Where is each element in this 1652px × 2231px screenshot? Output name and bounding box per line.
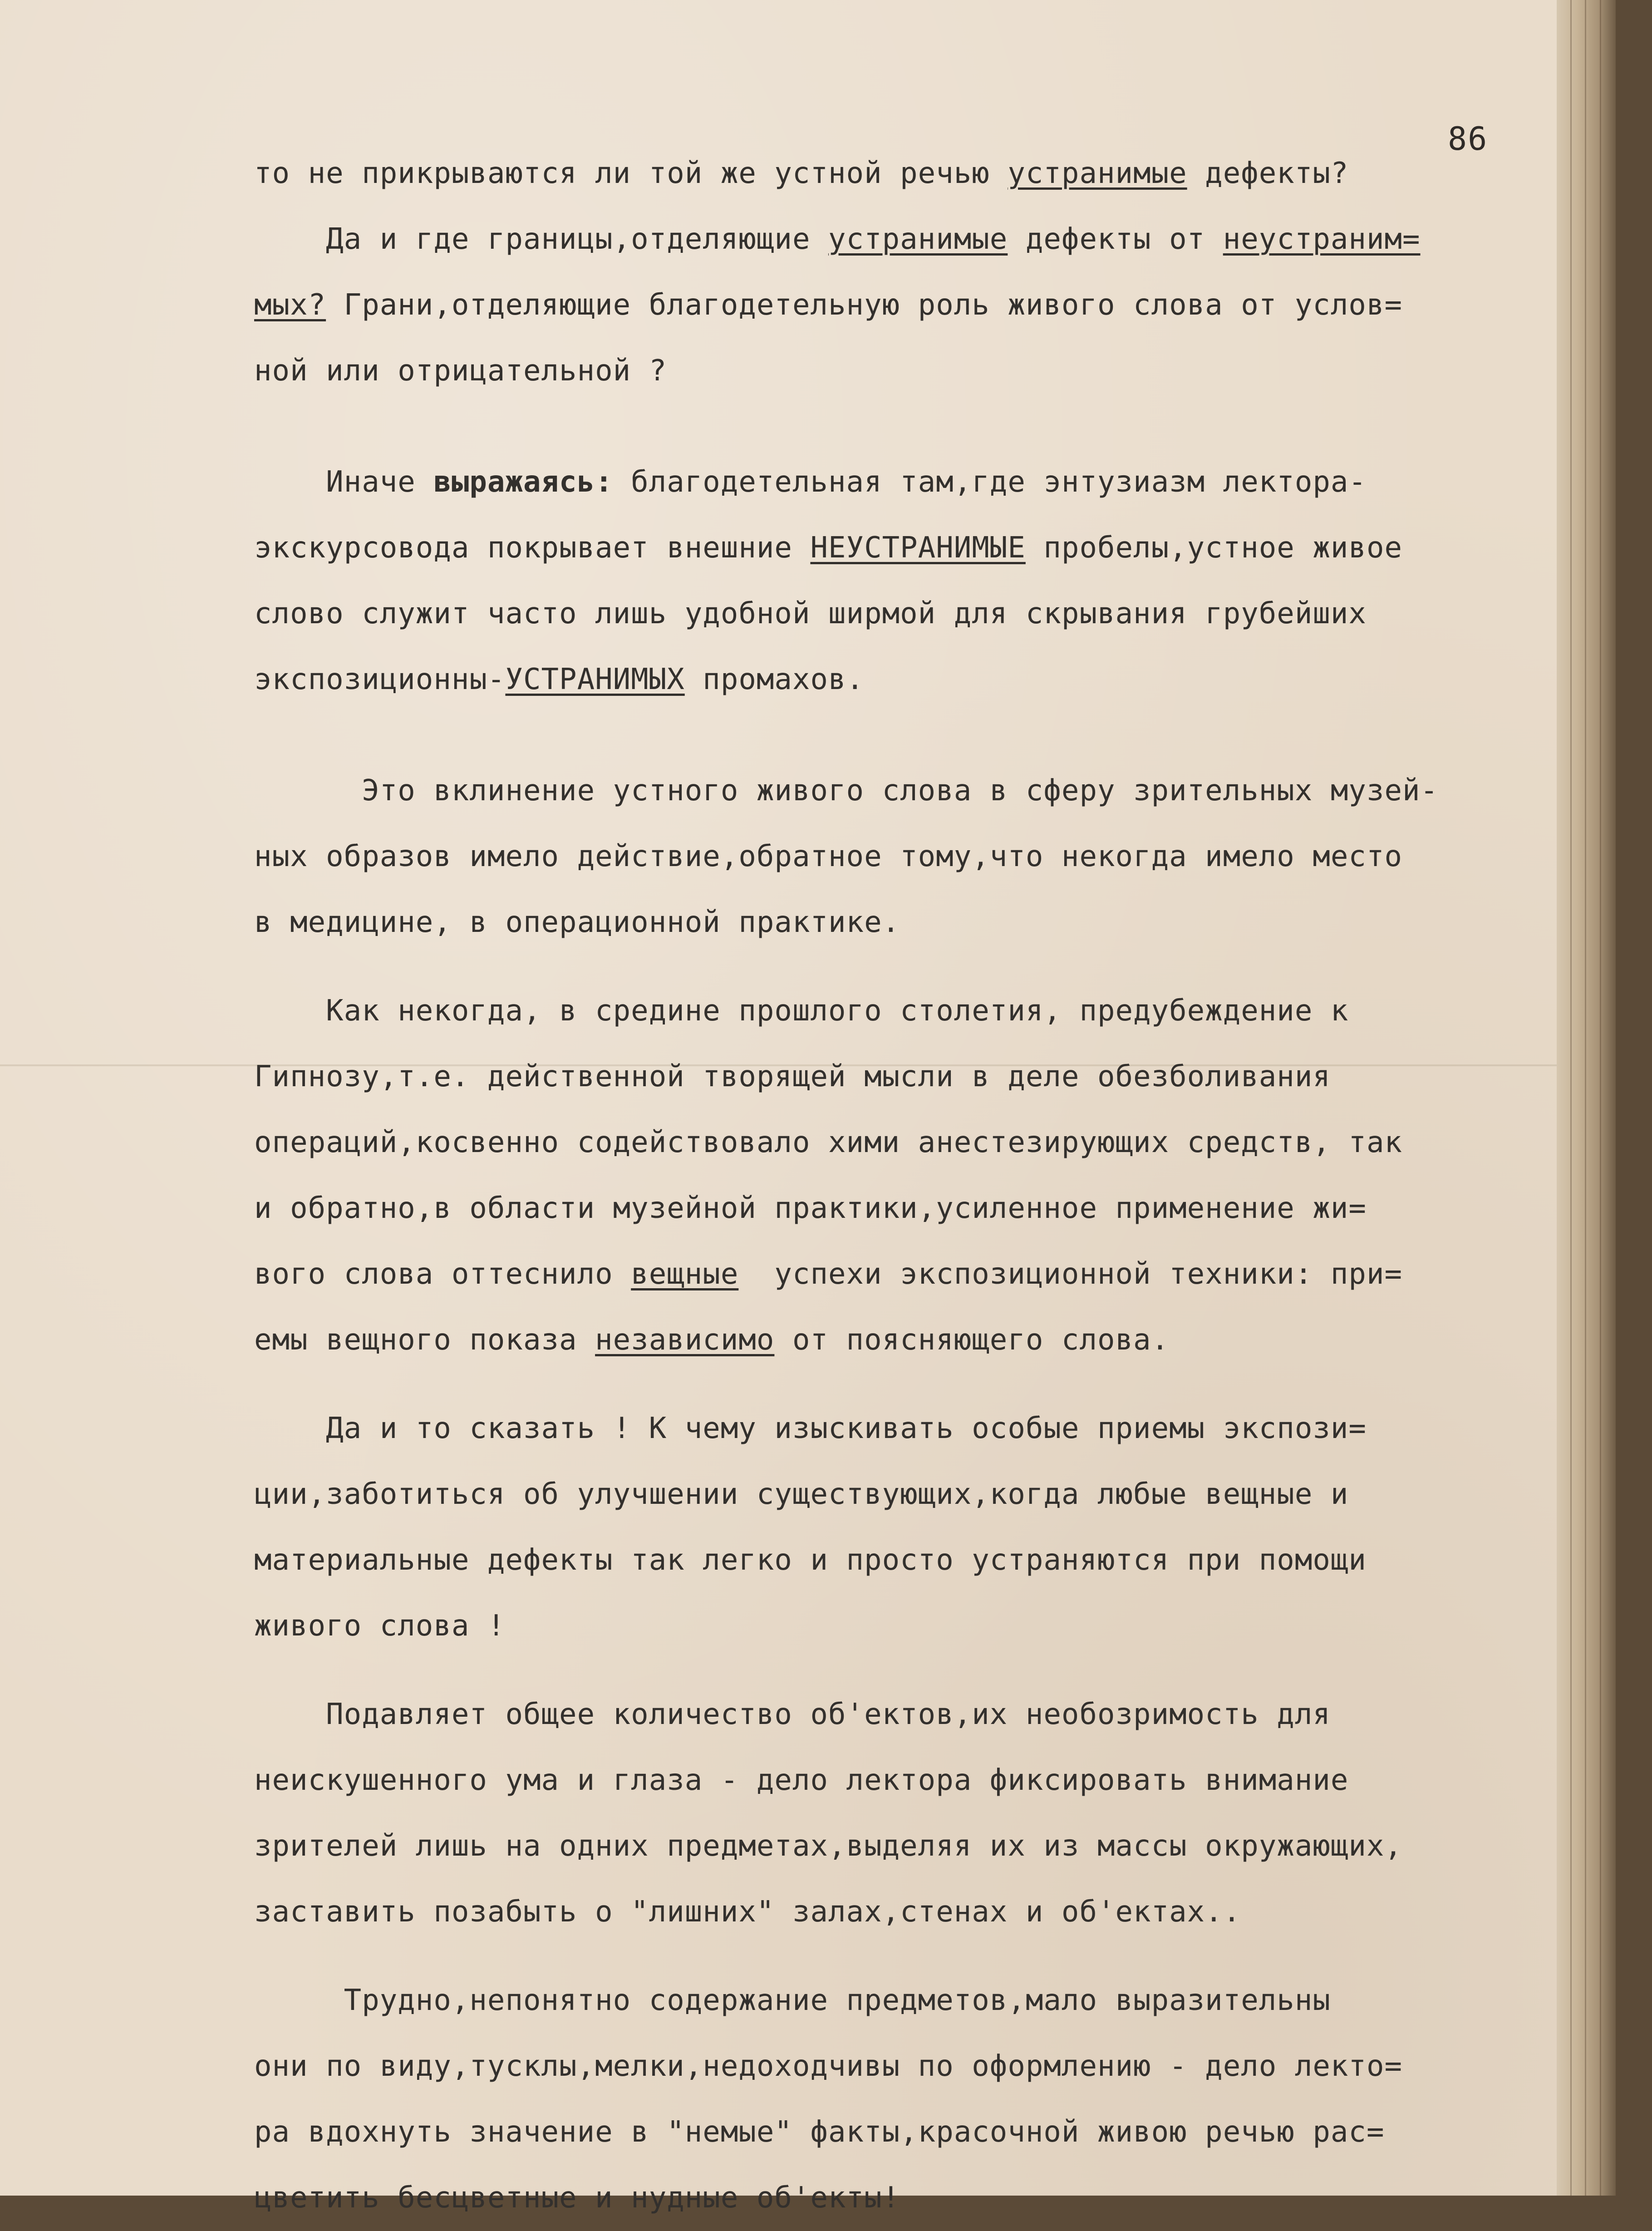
text-line (254, 207, 1548, 272)
text-line (254, 1396, 1548, 1462)
text-span: ных образов имело действие,обратное тому,что некогда имело место (254, 840, 1402, 873)
paragraph-gap (254, 955, 1548, 978)
text-line (254, 272, 1548, 338)
text-line (254, 1527, 1548, 1593)
text-span: живого слова ! (254, 1609, 506, 1643)
underlined-word: независимо (595, 1323, 775, 1357)
text-span: материальные дефекты так легко и просто устраняются при помощи (254, 1543, 1367, 1577)
text-span: экспозиционны- (254, 663, 506, 696)
text-span: цветить бесцветные и нудные об'екты! (254, 2181, 900, 2215)
text-span: Это вклинение устного живого слова в сферу зрительных музей- (254, 774, 1439, 808)
text-line (254, 1593, 1548, 1659)
text-line (254, 1748, 1548, 1813)
text-line (254, 1307, 1548, 1373)
text-span: Иначе (254, 465, 434, 499)
text-span: промахов. (684, 663, 865, 696)
text-span: благодетельная там,где энтузиазм лектора- (613, 465, 1367, 499)
text-span: зрителей лишь на одних предметах,выделяя их из массы окружающих, (254, 1829, 1402, 1863)
page-number: 86 (1448, 120, 1488, 158)
stacked-page-edges (1557, 0, 1616, 2196)
text-span: дефекты от (1008, 222, 1223, 256)
text-line (254, 1462, 1548, 1527)
text-span: то не прикрываются ли той же устной речью (254, 157, 1008, 190)
text-span: Да и то сказать ! К чему изыскивать особые приемы экспози= (254, 1412, 1367, 1445)
text-line (254, 2099, 1548, 2165)
text-line (254, 2034, 1548, 2099)
text-span: заставить позабыть о "лишних" залах,стенах и об'ектах.. (254, 1895, 1241, 1929)
text-span: операций,косвенно содействовало хими анестезирующих средств, так (254, 1126, 1402, 1159)
text-line (254, 338, 1548, 404)
text-span: Грани,отделяющие благодетельную роль живого слова от услов= (326, 288, 1402, 322)
typewritten-body (254, 141, 1548, 2231)
underlined-word: устранимые (828, 222, 1008, 256)
text-span: дефекты? (1187, 157, 1349, 190)
underlined-word: УСТРАНИМЫХ (505, 663, 685, 696)
text-line (254, 978, 1548, 1044)
underlined-word: устранимые (1008, 157, 1187, 190)
text-span: экскурсовода покрывает внешние (254, 531, 811, 565)
text-span: вого слова оттеснило (254, 1257, 631, 1291)
text-line (254, 1813, 1548, 1879)
text-span: они по виду,тусклы,мелки,недоходчивы по оформлению - дело лекто= (254, 2049, 1402, 2083)
text-line (254, 2165, 1548, 2231)
underlined-word: НЕУСТРАНИМЫЕ (810, 531, 1026, 565)
text-line (254, 1110, 1548, 1176)
paragraph-gap (254, 713, 1548, 758)
text-line (254, 449, 1548, 515)
text-line (254, 758, 1548, 824)
text-span: в медицине, в операционной практике. (254, 906, 900, 939)
overtyped-word: выражаясь: (433, 465, 613, 499)
text-line (254, 1968, 1548, 2034)
page-edge-line (1600, 0, 1601, 2196)
page-edge-line (1570, 0, 1572, 2196)
text-line (254, 581, 1548, 647)
paragraph-gap (254, 1945, 1548, 1968)
text-span: ной или отрицательной ? (254, 354, 667, 388)
text-span: пробелы,устное живое (1025, 531, 1402, 565)
text-line (254, 141, 1548, 207)
page-edge-line (1585, 0, 1586, 2196)
underlined-word: вещные (631, 1257, 739, 1291)
text-span: ра вдохнуть значение в "немые" факты,красочной живою речью рас= (254, 2115, 1385, 2149)
text-line (254, 1879, 1548, 1945)
text-line (254, 1241, 1548, 1307)
underlined-word: неустраним= (1223, 222, 1421, 256)
text-line (254, 824, 1548, 890)
text-span: Трудно,непонятно содержание предметов,мало выразительны (254, 1984, 1331, 2017)
text-span: ции,заботиться об улучшении существующих,когда любые вещные и (254, 1477, 1349, 1511)
text-line (254, 890, 1548, 955)
text-line (254, 515, 1548, 581)
paragraph-gap (254, 1659, 1548, 1682)
underlined-word: мых? (254, 288, 326, 322)
text-line (254, 647, 1548, 713)
paragraph-gap (254, 404, 1548, 449)
text-span: Да и где границы,отделяющие (254, 222, 828, 256)
paragraph-gap (254, 1373, 1548, 1396)
text-span: Как некогда, в средине прошлого столетия, предубеждение к (254, 994, 1349, 1028)
text-span: емы вещного показа (254, 1323, 595, 1357)
text-line (254, 1044, 1548, 1110)
text-span: Гипнозу,т.е. действенной творящей мысли в деле обезболивания (254, 1060, 1331, 1093)
text-span: слово служит часто лишь удобной ширмой для скрывания грубейших (254, 597, 1367, 630)
text-span: Подавляет общее количество об'ектов,их необозримость для (254, 1698, 1331, 1731)
text-line (254, 1682, 1548, 1748)
text-span: успехи экспозиционной техники: при= (738, 1257, 1402, 1291)
text-span: и обратно,в области музейной практики,усиленное применение жи= (254, 1192, 1367, 1225)
text-span: неискушенного ума и глаза - дело лектора фиксировать внимание (254, 1763, 1349, 1797)
text-line (254, 1176, 1548, 1241)
text-span: от поясняющего слова. (774, 1323, 1170, 1357)
